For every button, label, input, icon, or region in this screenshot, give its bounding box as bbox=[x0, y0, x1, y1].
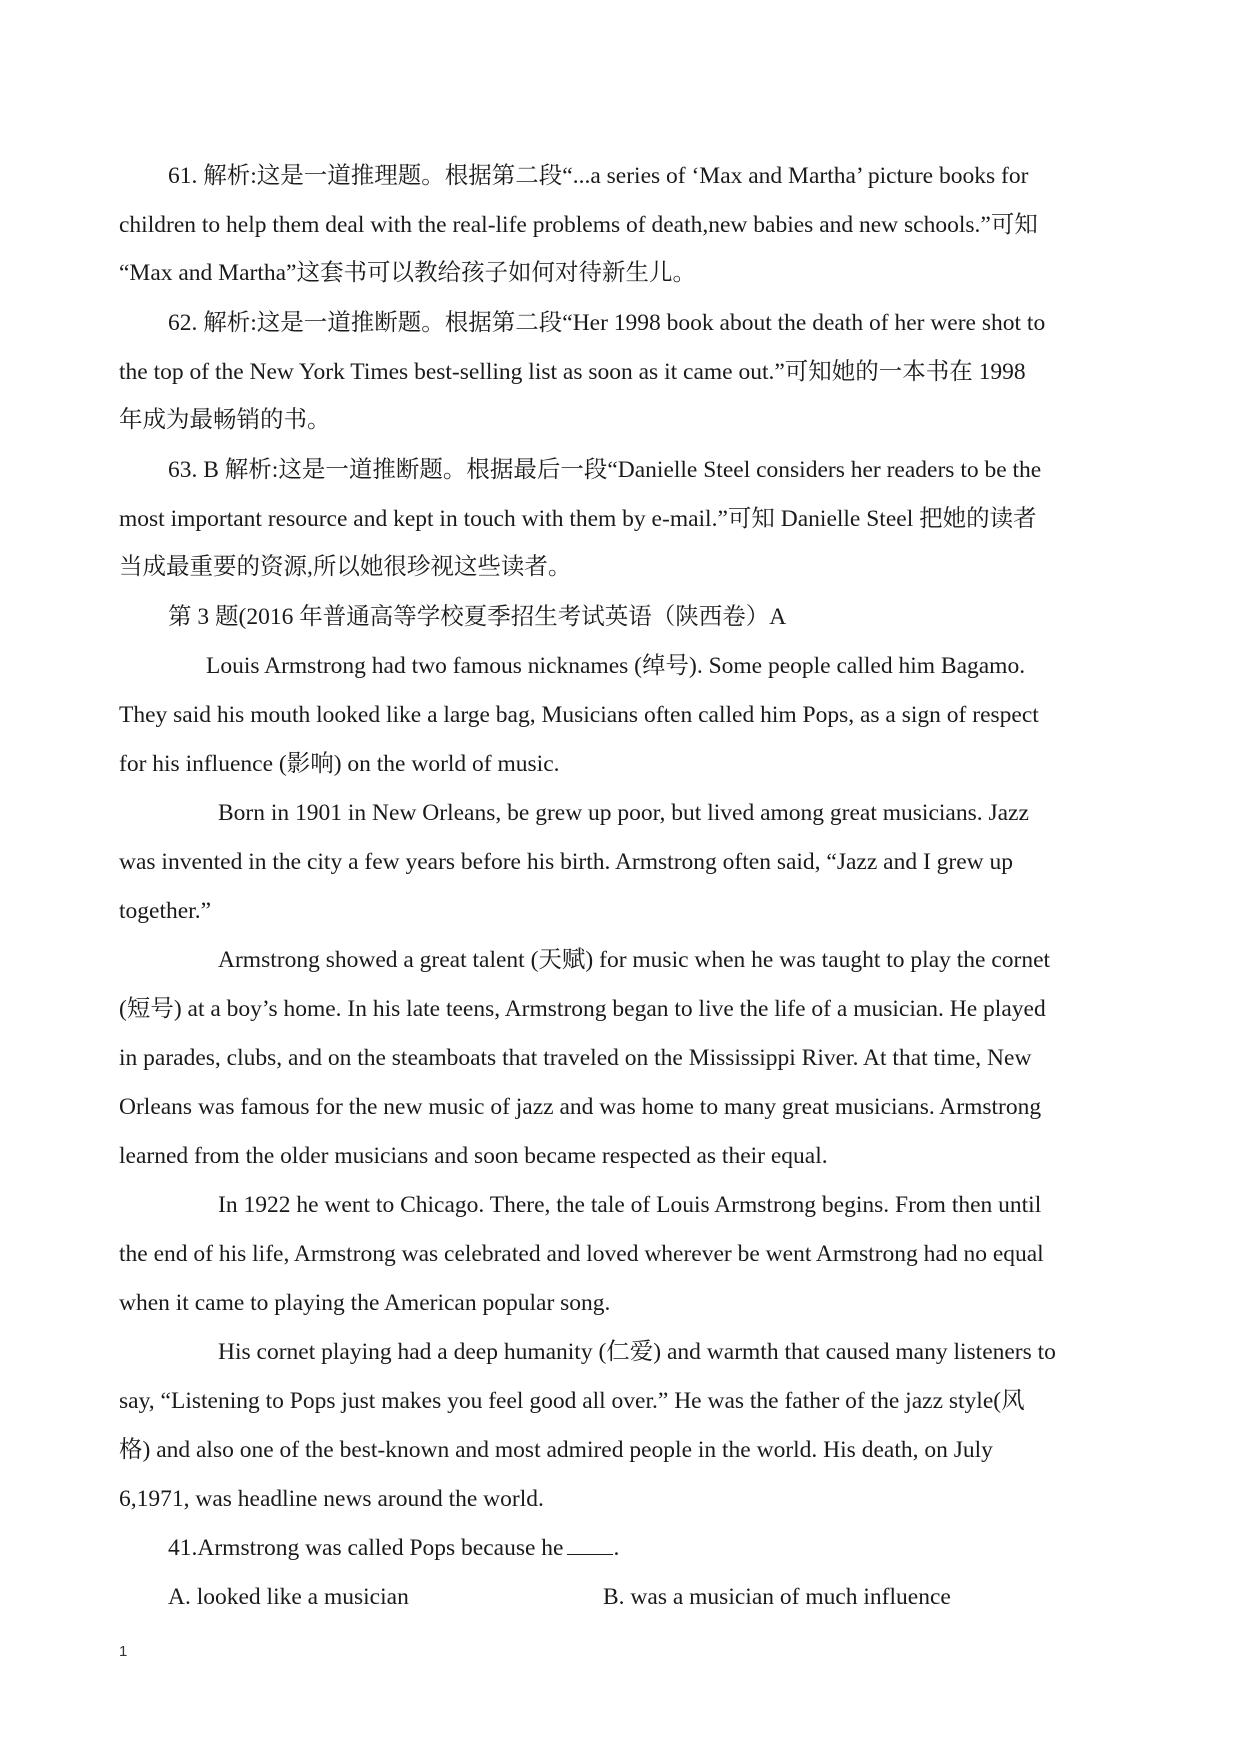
passage-p4-line-2: the end of his life, Armstrong was celebrated and loved wherever be went Armstrong had no equal bbox=[119, 1241, 1044, 1267]
answer-63-line-3: 当成最重要的资源,所以她很珍视这些读者。 bbox=[119, 554, 572, 580]
question-41-option-b: B. was a musician of much influence bbox=[603, 1584, 951, 1610]
passage-p2-line-2: was invented in the city a few years before his birth. Armstrong often said, “Jazz and I grew up bbox=[119, 849, 1014, 875]
passage-p2-line-3: together.” bbox=[119, 898, 212, 924]
question-41-end: . bbox=[613, 1535, 620, 1561]
answer-62-line-3: 年成为最畅销的书。 bbox=[119, 407, 331, 433]
answer-62-line-1: 62. 解析:这是一道推断题。根据第二段“Her 1998 book about the death of her were shot to bbox=[168, 310, 1046, 336]
answer-61-line-2: children to help them deal with the real-life problems of death,new babies and new schools.”可知 bbox=[119, 212, 1038, 238]
passage-p2-line-1: Born in 1901 in New Orleans, be grew up poor, but lived among great musicians. Jazz bbox=[218, 800, 1029, 826]
passage-p1-line-3: for his influence (影响) on the world of music. bbox=[119, 751, 560, 777]
passage-p4-line-1: In 1922 he went to Chicago. There, the tale of Louis Armstrong begins. From then until bbox=[218, 1192, 1042, 1218]
passage-p3-line-2: (短号) at a boy’s home. In his late teens, Armstrong began to live the life of a musician. He played bbox=[119, 996, 1046, 1022]
passage-p1-line-2: They said his mouth looked like a large bag, Musicians often called him Pops, as a sign of respect bbox=[119, 702, 1039, 728]
passage-p5-line-3: 格) and also one of the best-known and most admired people in the world. His death, on July bbox=[119, 1437, 993, 1463]
answer-63-line-2: most important resource and kept in touch with them by e-mail.”可知 Danielle Steel 把她的读者 bbox=[119, 506, 1037, 532]
passage-p1-line-1: Louis Armstrong had two famous nicknames (绰号). Some people called him Bagamo. bbox=[206, 653, 1026, 679]
passage-p5-line-2: say, “Listening to Pops just makes you feel good all over.” He was the father of the jazz style(风 bbox=[119, 1388, 1025, 1414]
question-41 bbox=[168, 1533, 619, 1563]
passage-p4-line-3: when it came to playing the American popular song. bbox=[119, 1290, 611, 1316]
passage-p3-line-3: in parades, clubs, and on the steamboats that traveled on the Mississippi River. At that time, New bbox=[119, 1045, 1032, 1071]
passage-p3-line-1: Armstrong showed a great talent (天赋) for music when he was taught to play the cornet bbox=[218, 947, 1051, 973]
passage-p3-line-5: learned from the older musicians and soon became respected as their equal. bbox=[119, 1143, 828, 1169]
passage-p5-line-4: 6,1971, was headline news around the world. bbox=[119, 1486, 544, 1512]
answer-63-line-1: 63. B 解析:这是一道推断题。根据最后一段“Danielle Steel considers her readers to be the bbox=[168, 457, 1042, 483]
question-41-stem: 41.Armstrong was called Pops because he bbox=[168, 1535, 564, 1561]
page-number: 1 bbox=[119, 1643, 128, 1660]
section-heading: 第 3 题(2016 年普通高等学校夏季招生考试英语（陕西卷）A bbox=[168, 604, 787, 630]
question-41-option-a: A. looked like a musician bbox=[168, 1584, 409, 1610]
answer-61-line-1: 61. 解析:这是一道推理题。根据第二段“...a series of ‘Max and Martha’ picture books for bbox=[168, 163, 1029, 189]
answer-61-line-3: “Max and Martha”这套书可以教给孩子如何对待新生儿。 bbox=[119, 260, 696, 286]
passage-p3-line-4: Orleans was famous for the new music of jazz and was home to many great musicians. Armstrong bbox=[119, 1094, 1042, 1120]
passage-p5-line-1: His cornet playing had a deep humanity (仁爱) and warmth that caused many listeners to bbox=[218, 1339, 1056, 1365]
answer-62-line-2: the top of the New York Times best-selling list as soon as it came out.”可知她的一本书在 1998 bbox=[119, 359, 1026, 385]
answer-blank bbox=[567, 1536, 613, 1555]
